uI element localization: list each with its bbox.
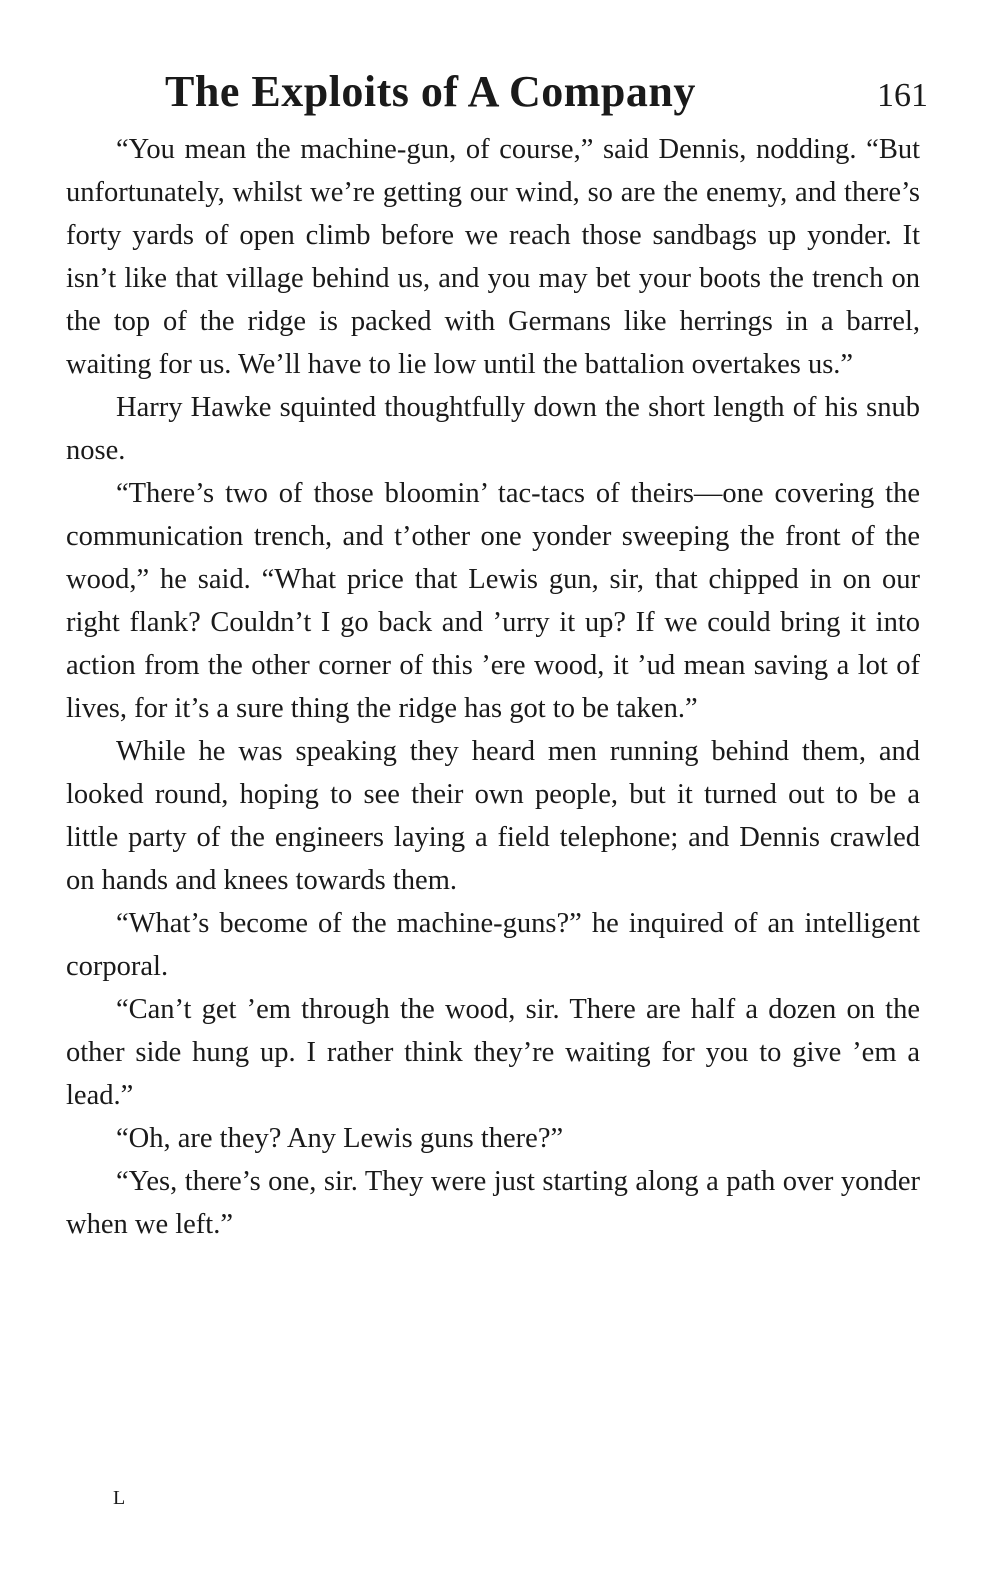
paragraph: “There’s two of those bloomin’ tac-tacs of theirs—one covering the communication trench, and t’other one yonder sweeping the front of the wood,” he said. “What price that Lewis gun, sir, that chipped in on our right flank? Couldn’t I go back and ’urry it up? If we could bring it into action from the other corner of this ’ere wood, it ’ud mean saving a lot of lives, for it’s a sure thing the ridge has got to be taken.” — [66, 478, 920, 724]
paragraph: Harry Hawke squinted thoughtfully down the short length of his snub nose. — [66, 392, 920, 466]
paragraph: “You mean the machine-gun, of course,” said Dennis, nodding. “But unfortunately, whilst we’re getting our wind, so are the enemy, and there’s forty yards of open climb before we reach those sandbags up yonder. It isn’t like that village behind us, and you may bet your boots the trench on the top of the ridge is packed with Germans like herrings in a barrel, waiting for us. We’ll have to lie low until the battalion overtakes us.” — [66, 134, 920, 380]
running-title: The Exploits of A Company — [165, 67, 696, 116]
signature-mark: L — [113, 1487, 126, 1509]
paragraph: “Can’t get ’em through the wood, sir. There are half a dozen on the other side hung up. I rather think they’re waiting for you to give ’em a lead.” — [66, 994, 920, 1111]
paragraph: “What’s become of the machine-guns?” he inquired of an intelligent corporal. — [66, 908, 920, 982]
paragraph: While he was speaking they heard men running behind them, and looked round, hoping to see their own people, but it turned out to be a little party of the engineers laying a field telephone; and Dennis crawled on hands and knees towards them. — [66, 736, 920, 896]
paragraph: “Oh, are they? Any Lewis guns there?” — [116, 1123, 564, 1154]
body-text — [66, 128, 920, 1246]
paragraph: “Yes, there’s one, sir. They were just starting along a path over yonder when we left.” — [66, 1166, 920, 1240]
running-head — [60, 62, 928, 122]
page-number: 161 — [877, 77, 928, 114]
